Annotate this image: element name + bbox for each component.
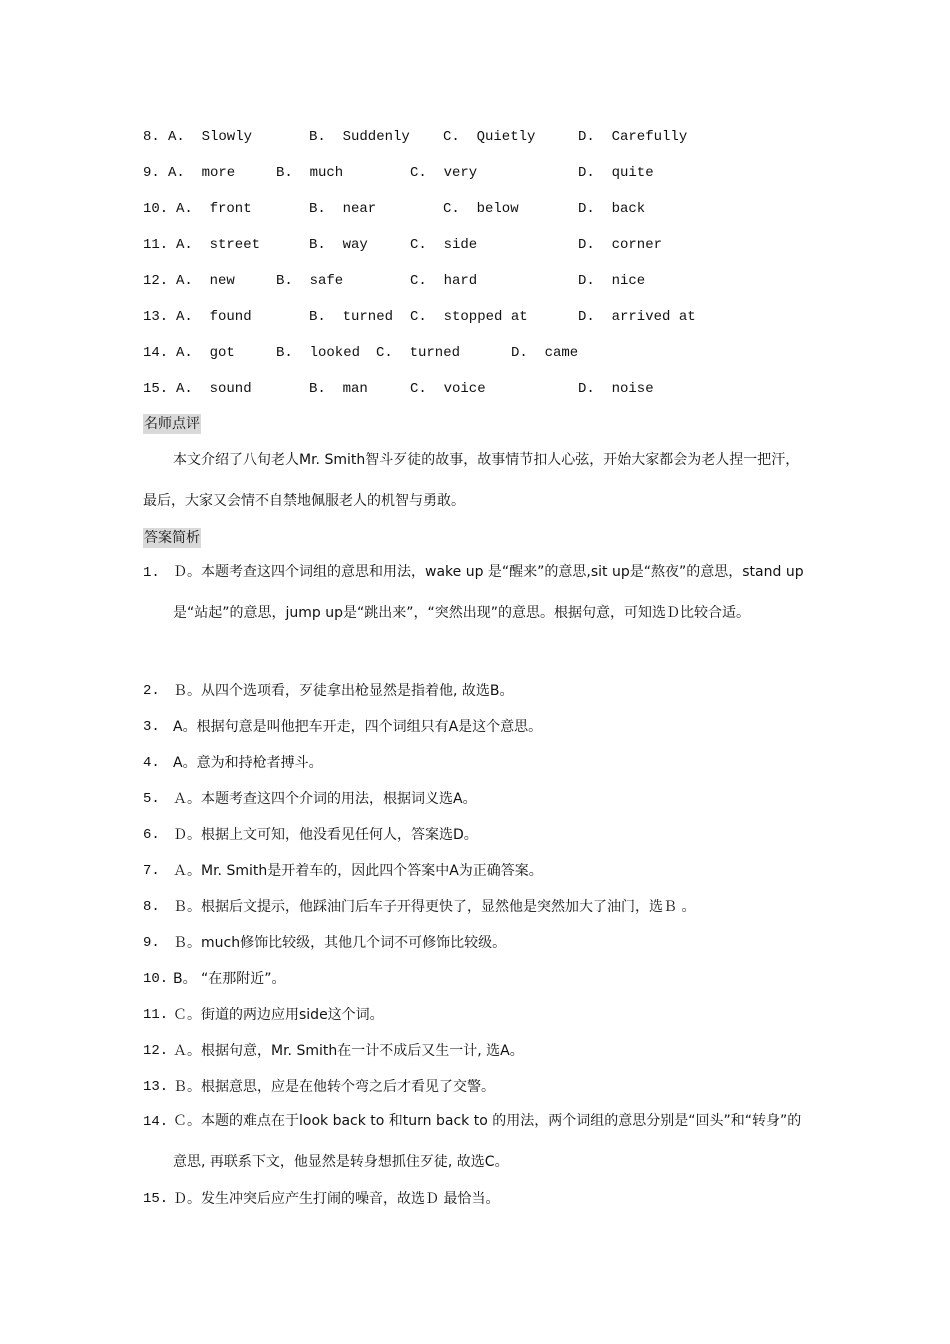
- option-b: B. man: [309, 381, 368, 397]
- option-c: C. stopped at: [410, 309, 528, 325]
- answer-item: [143, 860, 808, 882]
- option-d: D. Carefully: [578, 129, 688, 145]
- question-row: [143, 270, 646, 292]
- answer-item: [143, 1188, 808, 1210]
- question-row: [143, 198, 646, 220]
- answer-text: A。根据句意是叫他把车开走，四个词组只有A是这个意思。: [173, 719, 543, 735]
- answer-item: [143, 896, 808, 918]
- answer-item: [143, 968, 808, 990]
- option-a: A. got: [176, 345, 235, 361]
- question-number: 15.: [143, 381, 169, 397]
- option-d: D. back: [578, 201, 646, 217]
- question-number: 13.: [143, 309, 169, 325]
- question-row: [143, 126, 688, 148]
- question-number: 9.: [143, 165, 160, 181]
- answer-number: 12.: [143, 1043, 169, 1059]
- answer-text: Ｃ。本题的难点在于look back to 和turn back to 的用法，两个词组的意思分别是“回头”和“转身”的意思, 再联系下文，他显然是转身想抓住歹徒, 故选C。: [173, 1113, 802, 1170]
- answer-item: [143, 932, 808, 954]
- question-number: 11.: [143, 237, 169, 253]
- answer-text: Ｄ。根据上文可知，他没看见任何人，答案选D。: [173, 827, 478, 843]
- question-row: [143, 342, 579, 364]
- option-c: C. very: [410, 165, 478, 181]
- option-c: C. hard: [410, 273, 478, 289]
- option-c: C. side: [410, 237, 478, 253]
- option-a: A. found: [176, 309, 252, 325]
- answer-number: 5.: [143, 791, 160, 807]
- answer-number: 2.: [143, 683, 160, 699]
- option-a: A. Slowly: [168, 129, 253, 145]
- option-b: B. looked: [276, 345, 361, 361]
- answer-number: 8.: [143, 899, 160, 915]
- question-row: [143, 378, 654, 400]
- option-b: B. turned: [309, 309, 394, 325]
- answer-item: [143, 562, 808, 634]
- answer-number: 10.: [143, 971, 169, 987]
- question-number: 10.: [143, 201, 169, 217]
- option-c: C. below: [443, 201, 519, 217]
- answer-item: [143, 1040, 808, 1062]
- answer-item: [143, 1111, 808, 1183]
- question-number: 8.: [143, 129, 160, 145]
- answer-text: Ｃ。街道的两边应用side这个词。: [173, 1007, 384, 1023]
- answer-number: 1.: [143, 565, 160, 581]
- option-a: A. sound: [176, 381, 252, 397]
- option-b: B. Suddenly: [309, 129, 410, 145]
- analysis-heading: 答案简析: [144, 530, 200, 546]
- option-a: A. front: [176, 201, 252, 217]
- review-paragraph: 本文介绍了八旬老人Mr. Smith智斗歹徒的故事，故事情节扣人心弦，开始大家都会为老人捏一把汗，最后，大家又会情不自禁地佩服老人的机智与勇敢。: [143, 452, 800, 509]
- option-a: A. street: [176, 237, 261, 253]
- answer-item: [143, 824, 808, 846]
- option-b: B. much: [276, 165, 344, 181]
- option-c: C. voice: [410, 381, 486, 397]
- answer-item: [143, 788, 808, 810]
- option-d: D. nice: [578, 273, 646, 289]
- answer-number: 13.: [143, 1079, 169, 1095]
- answer-text: Ｄ。本题考查这四个词组的意思和用法，wake up 是“醒来”的意思,sit up是“熬夜”的意思，stand up是“站起”的意思，jump up是“跳出来”，“突然出现”的意思。根据句意，可知选Ｄ比较合适。: [173, 564, 804, 621]
- answer-text: Ｂ。much修饰比较级，其他几个词不可修饰比较级。: [173, 935, 507, 951]
- review-heading: 名师点评: [144, 416, 200, 432]
- answer-text: Ｄ。发生冲突后应产生打闹的噪音，故选Ｄ 最恰当。: [173, 1191, 500, 1207]
- answer-number: 3.: [143, 719, 160, 735]
- answer-number: 9.: [143, 935, 160, 951]
- answer-number: 7.: [143, 863, 160, 879]
- question-number: 12.: [143, 273, 169, 289]
- answer-item: [143, 752, 808, 774]
- option-b: B. safe: [276, 273, 344, 289]
- answer-text: Ｂ。根据意思，应是在他转个弯之后才看见了交警。: [173, 1079, 495, 1095]
- answer-text: Ａ。根据句意，Mr. Smith在一计不成后又生一计, 选A。: [173, 1043, 524, 1059]
- answer-text: Ｂ。从四个选项看，歹徒拿出枪显然是指着他, 故选B。: [173, 683, 514, 699]
- option-d: D. arrived at: [578, 309, 696, 325]
- answer-text: Ａ。Mr. Smith是开着车的，因此四个答案中A为正确答案。: [173, 863, 543, 879]
- answer-item: [143, 1076, 808, 1098]
- answer-item: [143, 1004, 808, 1026]
- option-c: C. Quietly: [443, 129, 536, 145]
- answer-text: A。意为和持枪者搏斗。: [173, 755, 323, 771]
- option-a: A. new: [176, 273, 235, 289]
- question-row: [143, 306, 696, 328]
- question-number: 14.: [143, 345, 169, 361]
- answer-text: Ｂ。根据后文提示，他踩油门后车子开得更快了，显然他是突然加大了油门，选Ｂ 。: [173, 899, 696, 915]
- answer-item: [143, 680, 808, 702]
- option-d: D. corner: [578, 237, 663, 253]
- option-d: D. noise: [578, 381, 654, 397]
- option-c: C. turned: [376, 345, 461, 361]
- question-row: [143, 162, 654, 184]
- answer-number: 15.: [143, 1191, 169, 1207]
- answer-text: B。 “在那附近”。: [173, 971, 286, 987]
- option-d: D. came: [511, 345, 579, 361]
- answer-item: [143, 716, 808, 738]
- answer-number: 4.: [143, 755, 160, 771]
- option-b: B. near: [309, 201, 377, 217]
- answer-number: 6.: [143, 827, 160, 843]
- option-a: A. more: [168, 165, 236, 181]
- question-row: [143, 234, 663, 256]
- answer-number: 11.: [143, 1007, 169, 1023]
- answer-number: 14.: [143, 1114, 169, 1130]
- option-b: B. way: [309, 237, 368, 253]
- option-d: D. quite: [578, 165, 654, 181]
- answer-text: Ａ。本题考查这四个介词的用法，根据词义选A。: [173, 791, 477, 807]
